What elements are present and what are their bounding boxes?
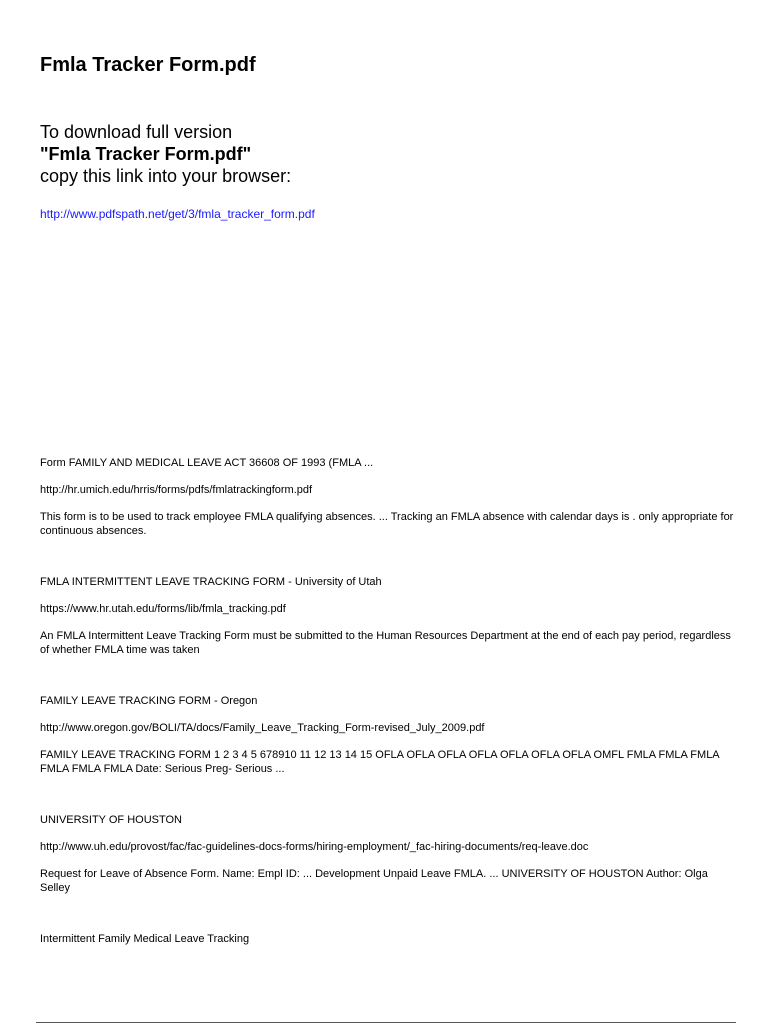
download-instruction-text: copy this link into your browser: (40, 166, 292, 186)
download-link[interactable]: http://www.pdfspath.net/get/3/fmla_tracker_form.pdf (40, 207, 315, 221)
result-item (40, 575, 740, 657)
document-title: Fmla Tracker Form.pdf (40, 54, 256, 76)
result-url: http://www.uh.edu/provost/fac/fac-guidelines-docs-forms/hiring-employment/_fac-hiring-documents/req-leave.doc (40, 841, 589, 853)
result-title: Form FAMILY AND MEDICAL LEAVE ACT 36608 OF 1993 (FMLA ... (40, 457, 374, 469)
download-file-name: "Fmla Tracker Form.pdf" (40, 144, 252, 164)
result-snippet: This form is to be used to track employee FMLA qualifying absences. ... Tracking an FMLA absence with calendar days is . only appropriate for continuous absences. (40, 511, 734, 537)
result-item (40, 456, 740, 538)
result-title: FMLA INTERMITTENT LEAVE TRACKING FORM - University of Utah (40, 576, 382, 588)
result-url: http://www.oregon.gov/BOLI/TA/docs/Family_Leave_Tracking_Form-revised_July_2009.pdf (40, 722, 485, 734)
result-title: FAMILY LEAVE TRACKING FORM - Oregon (40, 695, 258, 707)
result-item (40, 813, 740, 895)
result-url: http://hr.umich.edu/hrris/forms/pdfs/fmlatrackingform.pdf (40, 484, 313, 496)
result-title: UNIVERSITY OF HOUSTON (40, 814, 183, 826)
result-title: Intermittent Family Medical Leave Tracking (40, 933, 250, 945)
download-instructions (40, 121, 291, 187)
footer-divider (36, 1022, 736, 1023)
download-intro-text: To download full version (40, 122, 233, 142)
result-item (40, 694, 740, 776)
result-url: https://www.hr.utah.edu/forms/lib/fmla_tracking.pdf (40, 603, 286, 615)
result-snippet: FAMILY LEAVE TRACKING FORM 1 2 3 4 5 678910 11 12 13 14 15 OFLA OFLA OFLA OFLA OFLA OFLA OFLA OMFL FMLA FMLA FMLA FMLA FMLA FMLA Date: Serious Preg- Serious ... (40, 749, 720, 775)
result-snippet: Request for Leave of Absence Form. Name: Empl ID: ... Development Unpaid Leave FMLA. ... UNIVERSITY OF HOUSTON Author: Olga Selley (40, 868, 708, 894)
search-results-list (40, 456, 740, 946)
result-snippet: An FMLA Intermittent Leave Tracking Form must be submitted to the Human Resources Department at the end of each pay period, regardless of whether FMLA time was taken (40, 630, 731, 656)
result-item (40, 932, 740, 946)
